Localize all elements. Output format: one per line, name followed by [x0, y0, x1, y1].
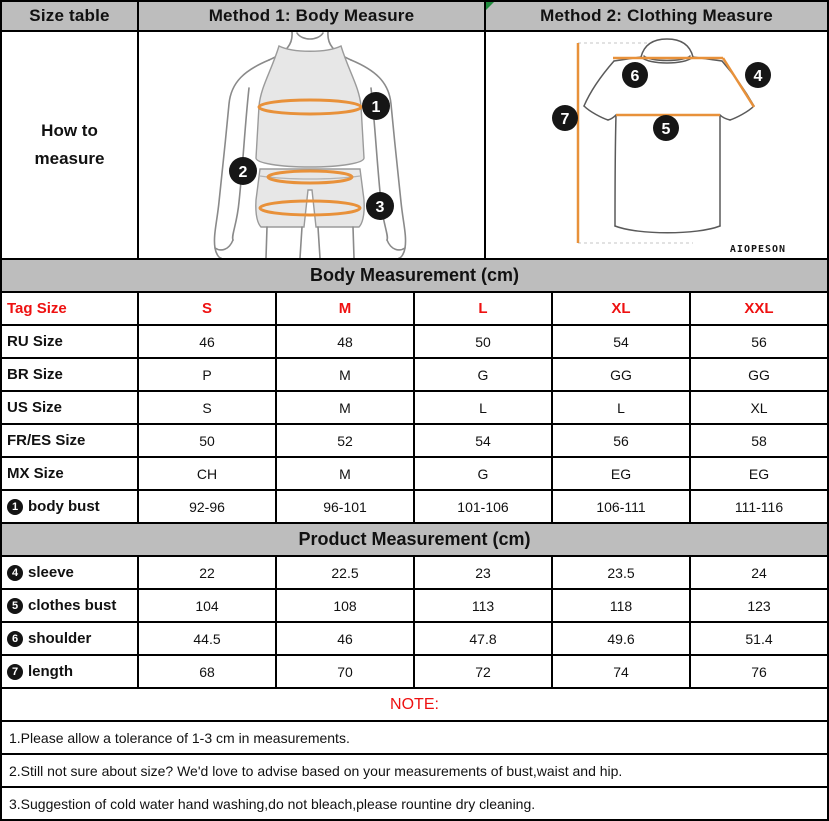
marker-2: 2	[238, 164, 248, 181]
size-table-header: Size table	[2, 2, 137, 30]
method1-header: Method 1: Body Measure	[139, 2, 484, 30]
note-item: 3.Suggestion of cold water hand washing,do not bleach,please rountine dry cleaning.	[2, 788, 827, 819]
marker-7: 7	[560, 111, 570, 128]
size-value: 56	[691, 326, 827, 357]
note-header-row	[2, 689, 827, 720]
size-value: 74	[553, 656, 689, 687]
table-row-body-bust	[2, 491, 827, 522]
size-value: 54	[415, 425, 551, 456]
size-value: 123	[691, 590, 827, 621]
marker-6: 6	[630, 68, 640, 85]
size-value: M	[277, 392, 413, 423]
marker-5: 5	[661, 121, 671, 138]
note-item: 1.Please allow a tolerance of 1-3 cm in measurements.	[2, 722, 827, 753]
size-value: 108	[277, 590, 413, 621]
size-value: 48	[277, 326, 413, 357]
size-value: 50	[415, 326, 551, 357]
size-value: M	[277, 359, 413, 390]
col-xl: XL	[553, 293, 689, 324]
circled-4-icon: 4	[7, 565, 23, 581]
size-value: 58	[691, 425, 827, 456]
size-value: 22	[139, 557, 275, 588]
row-label: MX Size	[2, 458, 137, 489]
body-measurement-title: Body Measurement (cm)	[2, 260, 827, 291]
body-measure-figure	[139, 32, 484, 258]
illustration-row	[2, 32, 827, 258]
size-value: 106-111	[553, 491, 689, 522]
method2-header-label: Method 2: Clothing Measure	[540, 6, 773, 25]
table-row-mx-size	[2, 458, 827, 489]
col-l: L	[415, 293, 551, 324]
note-row-1	[2, 722, 827, 753]
size-value: 72	[415, 656, 551, 687]
size-value: 111-116	[691, 491, 827, 522]
tag-size-header: Tag Size	[2, 293, 137, 324]
marker-4: 4	[753, 68, 763, 85]
row-label-text: shoulder	[28, 630, 92, 647]
body-measurement-header-row	[2, 260, 827, 291]
row-label: US Size	[2, 392, 137, 423]
size-value: 118	[553, 590, 689, 621]
table-row-clothes-bust	[2, 590, 827, 621]
size-value: 92-96	[139, 491, 275, 522]
size-value: 44.5	[139, 623, 275, 654]
row-label	[2, 590, 137, 621]
row-label-text: sleeve	[28, 564, 74, 581]
size-value: 54	[553, 326, 689, 357]
size-value: XL	[691, 392, 827, 423]
note-item: 2.Still not sure about size? We'd love to advise based on your measurements of bust,waist and hip.	[2, 755, 827, 786]
row-label-text: clothes bust	[28, 597, 117, 614]
size-value: G	[415, 359, 551, 390]
size-value: 51.4	[691, 623, 827, 654]
table-row-sleeve	[2, 557, 827, 588]
size-value: CH	[139, 458, 275, 489]
size-value: 101-106	[415, 491, 551, 522]
size-value: 96-101	[277, 491, 413, 522]
marker-1: 1	[371, 99, 381, 116]
how-to-measure-label: How to measure	[2, 32, 137, 258]
size-value: 46	[277, 623, 413, 654]
circled-6-icon: 6	[7, 631, 23, 647]
size-value: 68	[139, 656, 275, 687]
row-label	[2, 557, 137, 588]
size-value: L	[553, 392, 689, 423]
brand-label: AIOPESON	[729, 244, 787, 255]
col-xxl: XXL	[691, 293, 827, 324]
note-title: NOTE:	[2, 689, 827, 720]
size-value: GG	[691, 359, 827, 390]
size-value: G	[415, 458, 551, 489]
table-row-fres-size	[2, 425, 827, 456]
note-row-3	[2, 788, 827, 819]
row-label: BR Size	[2, 359, 137, 390]
table-row-ru-size	[2, 326, 827, 357]
size-value: 24	[691, 557, 827, 588]
table-row-us-size	[2, 392, 827, 423]
product-measurement-title: Product Measurement (cm)	[2, 524, 827, 555]
size-value: 47.8	[415, 623, 551, 654]
circled-5-icon: 5	[7, 598, 23, 614]
circled-1-icon: 1	[7, 499, 23, 515]
tshirt-icon	[486, 32, 827, 258]
row-label-text: length	[28, 663, 73, 680]
size-value: 49.6	[553, 623, 689, 654]
green-corner-icon	[486, 2, 494, 10]
size-value: 76	[691, 656, 827, 687]
size-value: 104	[139, 590, 275, 621]
table-row-shoulder	[2, 623, 827, 654]
size-value: 22.5	[277, 557, 413, 588]
body-silhouette-icon	[139, 32, 484, 258]
row-label: RU Size	[2, 326, 137, 357]
table-row-length	[2, 656, 827, 687]
size-value: GG	[553, 359, 689, 390]
method2-header	[486, 2, 827, 30]
row-label-text: body bust	[28, 498, 100, 515]
size-value: 23	[415, 557, 551, 588]
size-value: M	[277, 458, 413, 489]
size-value: EG	[691, 458, 827, 489]
size-value: L	[415, 392, 551, 423]
size-columns-row	[2, 293, 827, 324]
size-value: P	[139, 359, 275, 390]
product-measurement-header-row	[2, 524, 827, 555]
size-value: 56	[553, 425, 689, 456]
size-value: 46	[139, 326, 275, 357]
marker-3: 3	[375, 199, 385, 216]
size-value: 113	[415, 590, 551, 621]
size-value: EG	[553, 458, 689, 489]
col-m: M	[277, 293, 413, 324]
size-value: 70	[277, 656, 413, 687]
note-row-2	[2, 755, 827, 786]
size-value: 23.5	[553, 557, 689, 588]
row-label	[2, 656, 137, 687]
clothing-measure-figure	[486, 32, 827, 258]
row-label: FR/ES Size	[2, 425, 137, 456]
circled-7-icon: 7	[7, 664, 23, 680]
size-value: S	[139, 392, 275, 423]
row-label	[2, 491, 137, 522]
col-s: S	[139, 293, 275, 324]
top-header-row	[2, 2, 827, 30]
row-label	[2, 623, 137, 654]
table-row-br-size	[2, 359, 827, 390]
size-value: 50	[139, 425, 275, 456]
size-value: 52	[277, 425, 413, 456]
